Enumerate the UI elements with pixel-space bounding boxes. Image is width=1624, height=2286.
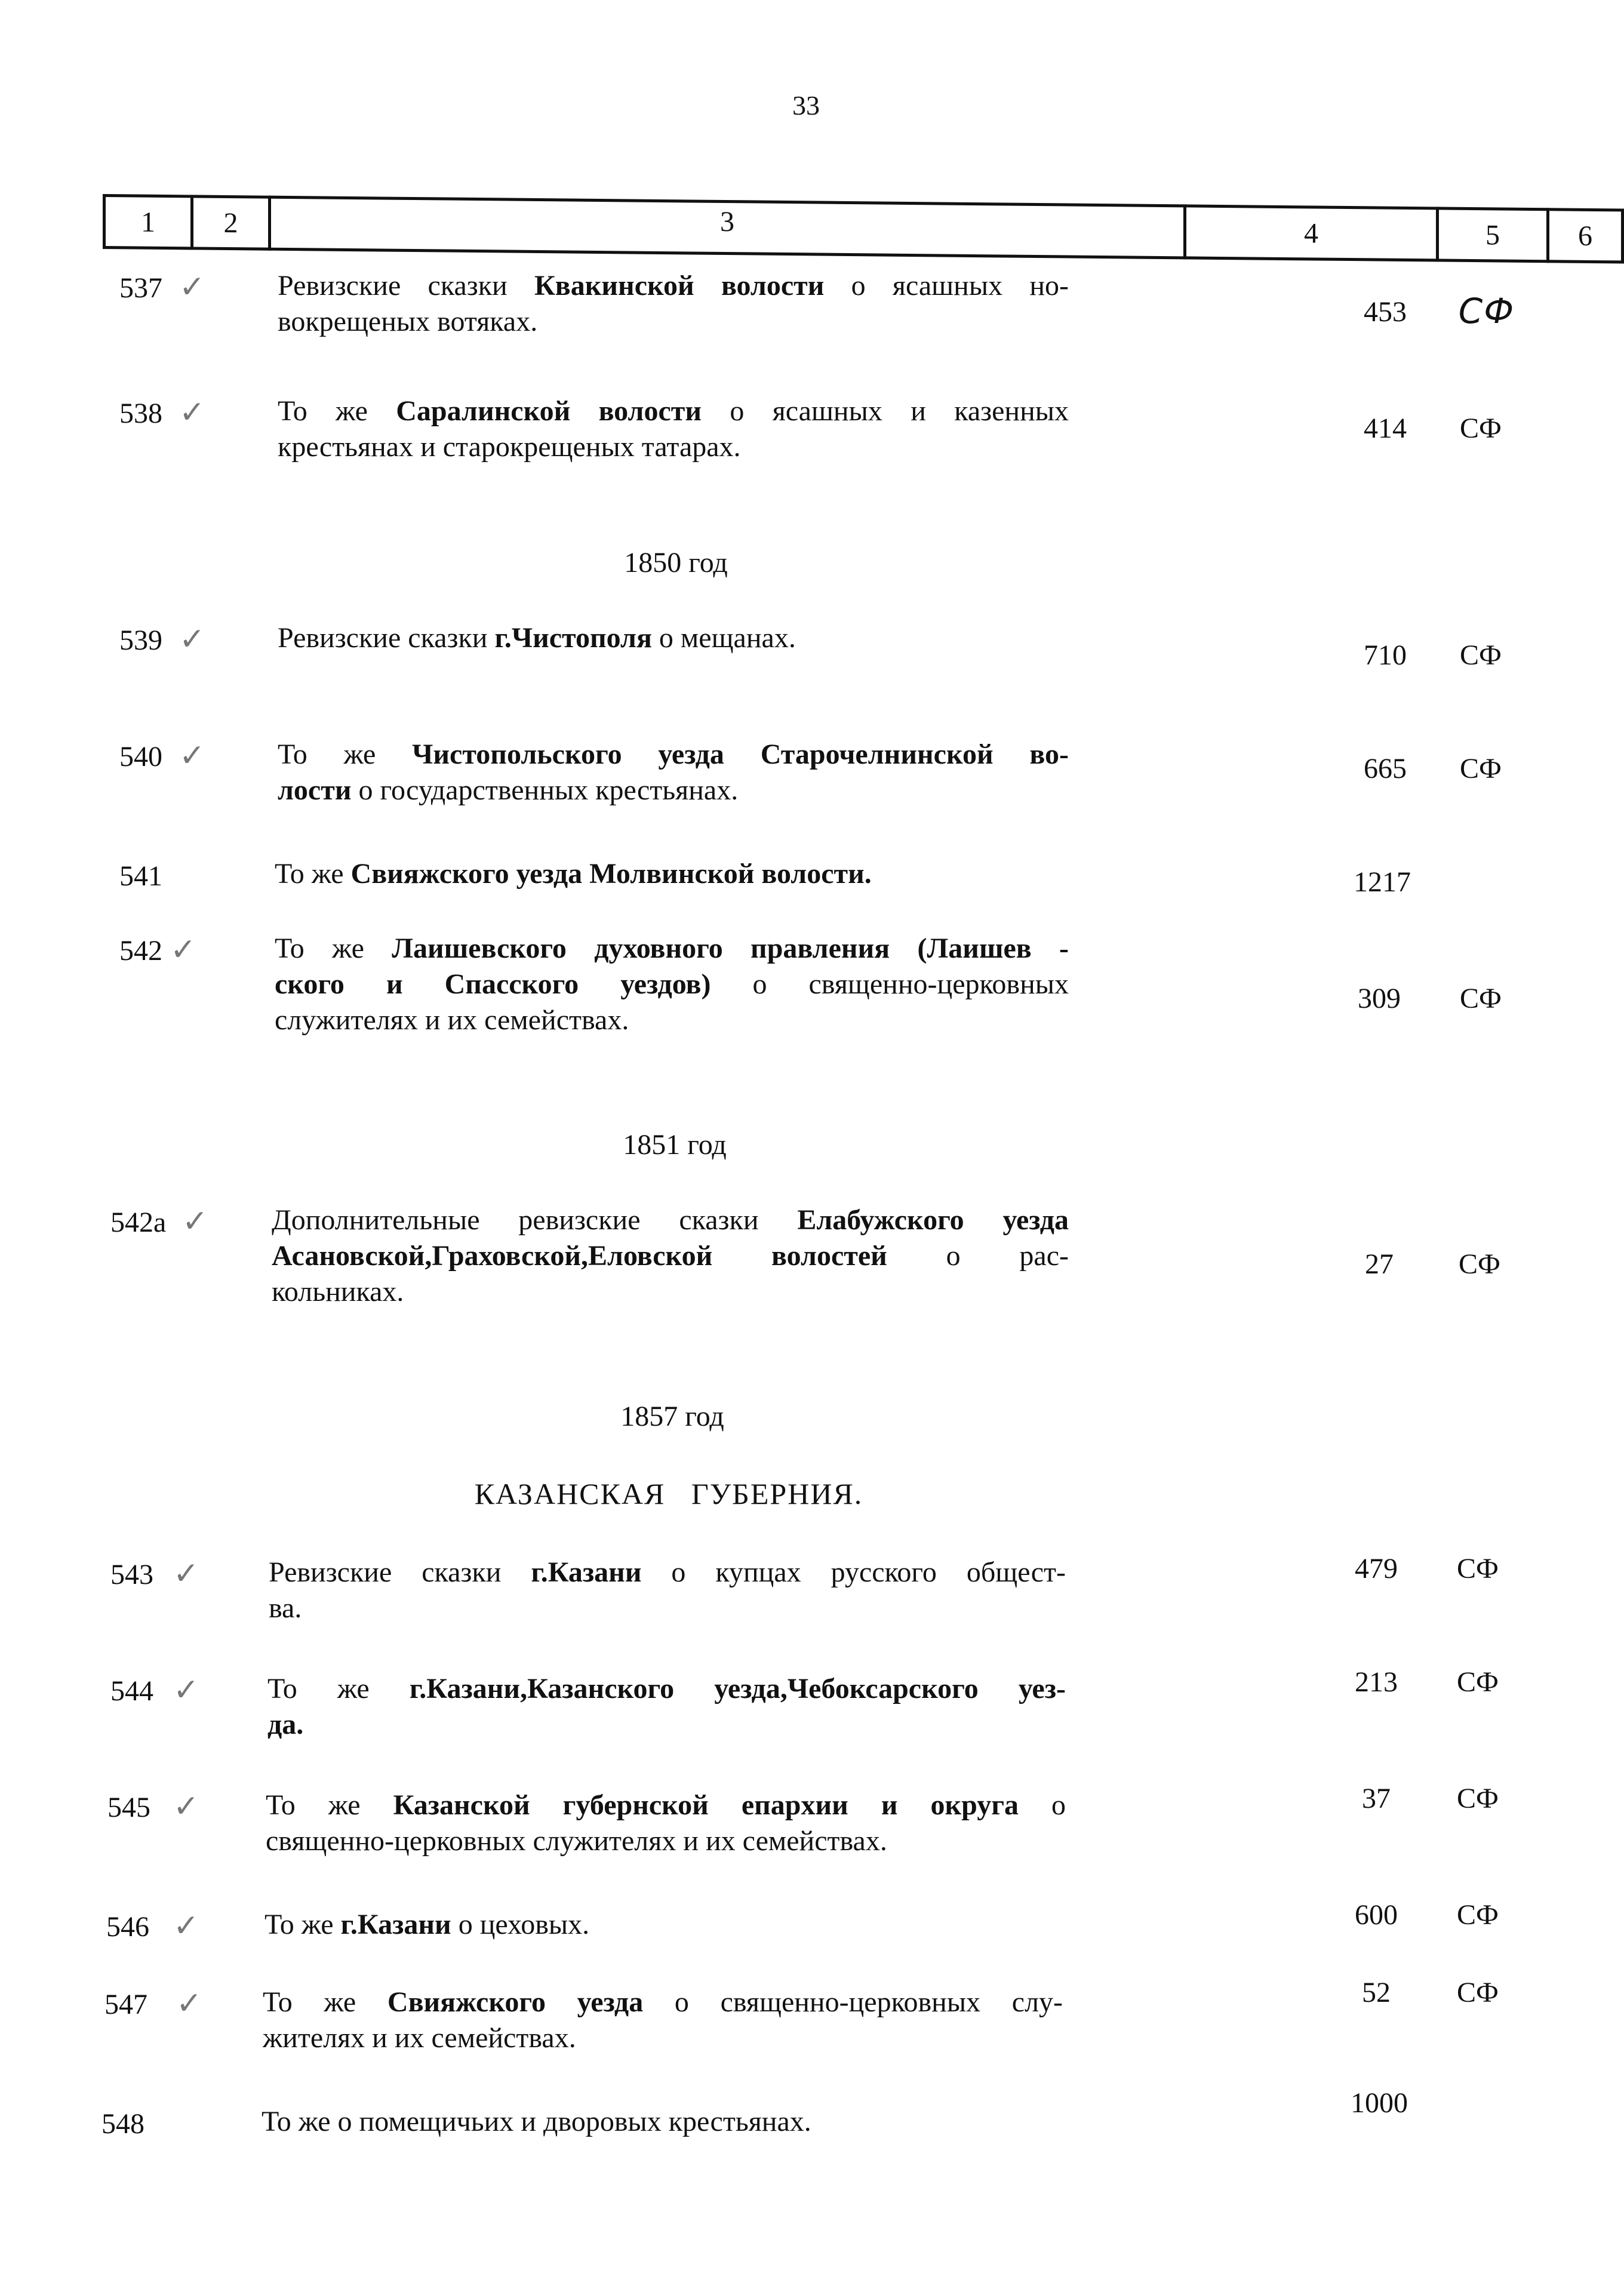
description-line <box>272 1202 1069 1238</box>
check-mark-icon: ✓ <box>179 622 205 657</box>
text: То же <box>267 1673 410 1704</box>
description-line <box>272 1238 1069 1274</box>
check-mark-icon: ✓ <box>170 932 196 968</box>
text: То же <box>278 395 396 427</box>
text: Ревизские сказки <box>269 1556 531 1588</box>
record-description <box>263 1985 1063 2056</box>
section-heading-kazan: КАЗАНСКАЯ ГУБЕРНИЯ. <box>474 1477 863 1510</box>
check-mark-icon: ✓ <box>173 1789 199 1825</box>
record-number: 539 <box>119 624 162 656</box>
description-line <box>275 931 1069 967</box>
text: То же о помещичьих и дворовых крестьянах. <box>262 2106 811 2137</box>
record-description <box>266 1787 1066 1859</box>
bold-text: Лаишевского духовного правления (Лаишев - <box>392 933 1069 964</box>
page-number: 33 <box>792 90 820 121</box>
check-mark-icon: ✓ <box>173 1672 199 1708</box>
record-number: 545 <box>107 1792 150 1823</box>
sheet-count: 453 <box>1364 296 1407 328</box>
record-description <box>278 268 1069 340</box>
header-col-1: 1 <box>103 194 193 250</box>
description-line <box>267 1707 1066 1743</box>
record-description <box>269 1555 1066 1626</box>
text: То же <box>263 1986 387 2018</box>
bold-text: Елабужского уезда <box>797 1204 1069 1236</box>
description-line <box>264 1907 1066 1943</box>
description-line <box>278 429 1069 465</box>
record-description <box>278 393 1069 465</box>
fund-mark: СФ <box>1459 1248 1500 1280</box>
record-number: 540 <box>119 741 162 773</box>
sheet-count: 600 <box>1355 1899 1398 1931</box>
year-heading-1850: 1850 год <box>624 547 728 579</box>
text: То же <box>266 1789 393 1821</box>
record-number: 542 <box>119 935 162 967</box>
text: о цеховых. <box>451 1909 590 1940</box>
text: жителях и их семействах. <box>263 2022 576 2054</box>
bold-text: г.Чистополя <box>494 622 652 654</box>
bold-text: ского и Спасского уездов) <box>275 968 711 1000</box>
record-number: 546 <box>106 1911 149 1943</box>
bold-text: Свияжского уезда Молвинской волости. <box>350 858 872 890</box>
sheet-count: 52 <box>1362 1977 1391 2008</box>
description-line <box>278 393 1069 429</box>
record-description <box>262 2104 1063 2140</box>
bold-text: Асановской,Граховской,Еловской волостей <box>272 1240 887 1272</box>
table-header <box>103 194 1592 266</box>
description-line <box>278 737 1069 773</box>
text: крестьянах и старокрещеных татарах. <box>278 431 741 463</box>
description-line <box>266 1787 1066 1823</box>
text: о ясашных но- <box>824 270 1069 301</box>
text: Дополнительные ревизские сказки <box>272 1204 798 1236</box>
header-col-4: 4 <box>1183 204 1439 261</box>
header-col-5: 5 <box>1436 207 1549 263</box>
sheet-count: 1000 <box>1351 2087 1408 2119</box>
text: То же <box>278 739 413 770</box>
text: о священно-церковных <box>710 968 1069 1000</box>
description-line <box>263 2020 1063 2056</box>
text: о ясашных и казенных <box>702 395 1069 427</box>
description-line <box>267 1671 1066 1707</box>
description-line <box>278 773 1069 808</box>
description-line <box>278 620 1069 656</box>
text: служителях и их семействах. <box>275 1004 629 1036</box>
bold-text: г.Казани <box>340 1909 451 1940</box>
sheet-count: 37 <box>1362 1783 1391 1814</box>
record-number: 547 <box>104 1989 147 2020</box>
check-mark-icon: ✓ <box>176 1986 202 2022</box>
fund-mark: СФ <box>1457 1783 1499 1814</box>
text: священно-церковных служителях и их семействах. <box>266 1825 887 1857</box>
check-mark-icon: ✓ <box>173 1556 199 1592</box>
text: То же <box>275 933 392 964</box>
description-line <box>275 856 1069 892</box>
description-line <box>275 1002 1069 1038</box>
description-line <box>278 304 1069 340</box>
text: о <box>1019 1789 1066 1821</box>
sheet-count: 1217 <box>1354 866 1411 898</box>
description-line <box>263 1985 1063 2020</box>
year-heading-1857: 1857 год <box>620 1401 724 1432</box>
fund-mark: СФ <box>1460 983 1502 1014</box>
sheet-count: 479 <box>1355 1553 1398 1584</box>
year-heading-1851: 1851 год <box>623 1129 727 1161</box>
sheet-count: 414 <box>1364 413 1407 444</box>
record-number: 543 <box>110 1559 153 1590</box>
text: Ревизские сказки <box>278 270 534 301</box>
sheet-count: 27 <box>1365 1248 1394 1280</box>
fund-mark: СФ <box>1460 413 1502 444</box>
check-mark-icon: ✓ <box>179 269 205 305</box>
description-line <box>275 967 1069 1002</box>
bold-text: Чистопольского уезда Старочелнинской во- <box>412 739 1069 770</box>
fund-mark: СФ <box>1460 753 1502 784</box>
description-line <box>269 1590 1066 1626</box>
description-line <box>272 1274 1069 1310</box>
record-description <box>267 1671 1066 1743</box>
record-number: 541 <box>119 860 162 892</box>
record-number: 537 <box>119 272 162 304</box>
fund-mark: СФ <box>1457 1666 1499 1698</box>
bold-text: г.Казани <box>531 1556 642 1588</box>
text: о священно-церковных слу- <box>643 1986 1063 2018</box>
fund-mark: СФ <box>1457 1977 1499 2008</box>
text: То же <box>275 858 351 890</box>
fund-mark: СФ <box>1460 639 1502 671</box>
record-description <box>278 620 1069 656</box>
record-description <box>275 931 1069 1038</box>
sheet-count: 710 <box>1364 639 1407 671</box>
header-col-3: 3 <box>268 196 1186 260</box>
text: Ревизские сказки <box>278 622 495 654</box>
bold-text: Квакинской волости <box>534 270 825 301</box>
text: кольниках. <box>272 1276 404 1307</box>
check-mark-icon: ✓ <box>179 738 205 774</box>
bold-text: да. <box>267 1709 304 1740</box>
bold-text: Свияжского уезда <box>387 1986 644 2018</box>
description-line <box>278 268 1069 304</box>
header-col-6: 6 <box>1546 208 1624 263</box>
fund-mark: СФ <box>1457 1553 1499 1584</box>
check-mark-icon: ✓ <box>173 1908 199 1944</box>
text: вокрещеных вотяках. <box>278 306 538 337</box>
text: То же <box>264 1909 341 1940</box>
record-number: 538 <box>119 398 162 429</box>
record-number: 544 <box>110 1675 153 1707</box>
record-number: 548 <box>102 2108 144 2140</box>
bold-text: лости <box>278 774 352 806</box>
text: ва. <box>269 1592 302 1624</box>
sheet-count: 665 <box>1364 753 1407 784</box>
text: о мещанах. <box>651 622 796 654</box>
sheet-count: 309 <box>1358 983 1401 1014</box>
description-line <box>269 1555 1066 1590</box>
text: о рас- <box>887 1240 1069 1272</box>
bold-text: Саралинской волости <box>396 395 702 427</box>
text: о государственных крестьянах. <box>351 774 739 806</box>
fund-mark: СФ <box>1457 1899 1499 1931</box>
text: о купцах русского общест- <box>641 1556 1066 1588</box>
record-number: 542а <box>110 1207 167 1238</box>
record-description <box>278 737 1069 808</box>
bold-text: г.Казани,Казанского уезда,Чебоксарского уез- <box>409 1673 1066 1704</box>
bold-text: Казанской губернской епархии и округа <box>393 1789 1019 1821</box>
description-line <box>262 2104 1063 2140</box>
sheet-count: 213 <box>1355 1666 1398 1698</box>
fund-mark: СФ <box>1458 291 1515 331</box>
description-line <box>266 1823 1066 1859</box>
record-description <box>272 1202 1069 1310</box>
record-description <box>264 1907 1066 1943</box>
record-description <box>275 856 1069 892</box>
header-col-2: 2 <box>190 195 271 250</box>
check-mark-icon: ✓ <box>179 395 205 430</box>
check-mark-icon: ✓ <box>182 1204 208 1239</box>
